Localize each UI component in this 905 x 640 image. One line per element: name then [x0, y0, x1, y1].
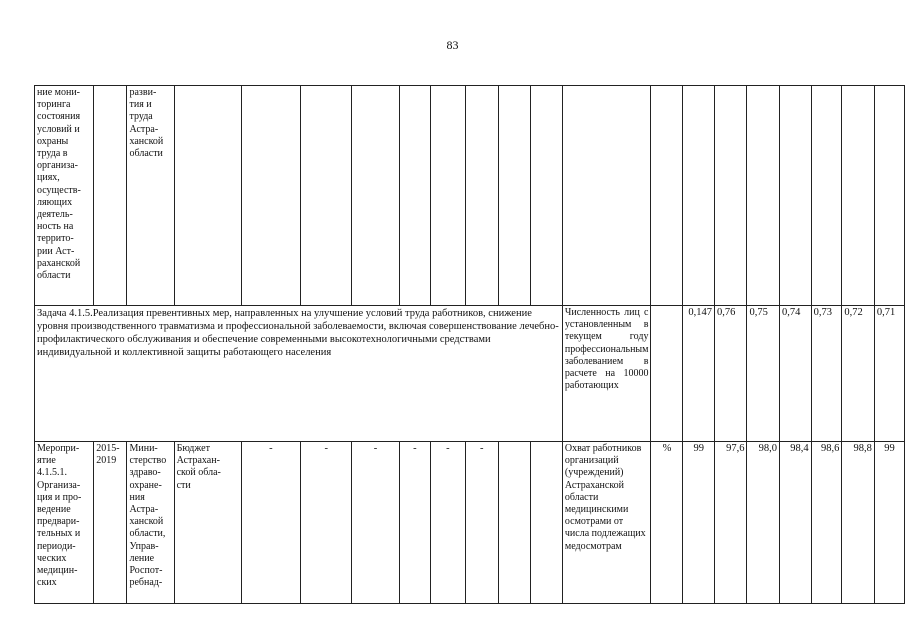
value-cell — [779, 86, 811, 306]
amount-cell — [531, 86, 563, 306]
task-indicator: Численность лиц с установленным в текущем году профессиональным заболеванием в расчете на 10000 работающих — [562, 306, 651, 442]
activity-amount: - — [399, 442, 430, 604]
activity-amount: - — [301, 442, 352, 604]
task-value-2018: 0,72 — [842, 306, 875, 442]
value-cell — [874, 86, 904, 306]
task-value-2016: 0,74 — [779, 306, 811, 442]
amount-cell — [465, 86, 498, 306]
activity-value-2014: 97,6 — [714, 442, 747, 604]
unit-cell — [651, 86, 683, 306]
value-cell — [747, 86, 780, 306]
activity-value-2017: 98,6 — [811, 442, 842, 604]
task-value-2017: 0,73 — [811, 306, 842, 442]
activity-amount — [498, 442, 531, 604]
amount-cell — [241, 86, 301, 306]
activity-amount: - — [352, 442, 400, 604]
activity-name: Меропри- ятие 4.1.5.1. Организа- ция и про- ведение предвари- тельных и периоди- ческих медицин- ских — [35, 442, 94, 604]
activity-value-2013: 99 — [683, 442, 715, 604]
row-activity — [35, 442, 905, 604]
activity-funding: Бюджет Астрахан- ской обла- сти — [174, 442, 241, 604]
amount-cell — [352, 86, 400, 306]
activity-period: 2015- 2019 — [94, 442, 127, 604]
task-value-2014: 0,76 — [714, 306, 747, 442]
funding-cell — [174, 86, 241, 306]
activity-amount: - — [465, 442, 498, 604]
indicator-cell — [562, 86, 651, 306]
task-unit — [651, 306, 683, 442]
value-cell — [811, 86, 842, 306]
activity-indicator: Охват работников организаций (учреждений) Астраханской области медицинскими осмотрами от числа подлежащих медосмотрам — [562, 442, 651, 604]
activity-value-2016: 98,4 — [779, 442, 811, 604]
activity-value-2019: 99 — [874, 442, 904, 604]
program-table — [34, 85, 905, 604]
period-cell — [94, 86, 127, 306]
activity-amount: - — [241, 442, 301, 604]
amount-cell — [301, 86, 352, 306]
row-continuation — [35, 86, 905, 306]
activity-value-2015: 98,0 — [747, 442, 780, 604]
activity-amount — [531, 442, 563, 604]
activity-value-2018: 98,8 — [842, 442, 875, 604]
amount-cell — [498, 86, 531, 306]
value-cell — [842, 86, 875, 306]
activity-amount: - — [431, 442, 466, 604]
value-cell — [683, 86, 715, 306]
activity-cell-continued: ние мони- торинга состояния условий и охраны труда в организа- циях, осуществ- ляющих деятель- ность на террито- рии Аст- раханской области — [35, 86, 94, 306]
amount-cell — [399, 86, 430, 306]
executor-cell-continued: разви- тия и труда Астра- ханской области — [127, 86, 174, 306]
task-value-2013: 0,147 — [683, 306, 715, 442]
task-value-2015: 0,75 — [747, 306, 780, 442]
row-task — [35, 306, 905, 442]
task-value-2019: 0,71 — [874, 306, 904, 442]
activity-unit: % — [651, 442, 683, 604]
amount-cell — [431, 86, 466, 306]
task-heading: Задача 4.1.5.Реализация превентивных мер, направленных на улучшение условий труда работников, снижение уровня производственного травматизма и профессиональной заболеваемости, включая совершенствование лечебно-профилактического обслуживания и обеспечение современными высокотехнологичными средствами индивидуальной и коллективной защиты работающего населения — [35, 306, 563, 442]
page-number: 83 — [446, 38, 459, 52]
activity-executor: Мини- стерство здраво- охране- ния Астра- ханской области, Управ- ление Роспот- ребнад- — [127, 442, 174, 604]
value-cell — [714, 86, 747, 306]
